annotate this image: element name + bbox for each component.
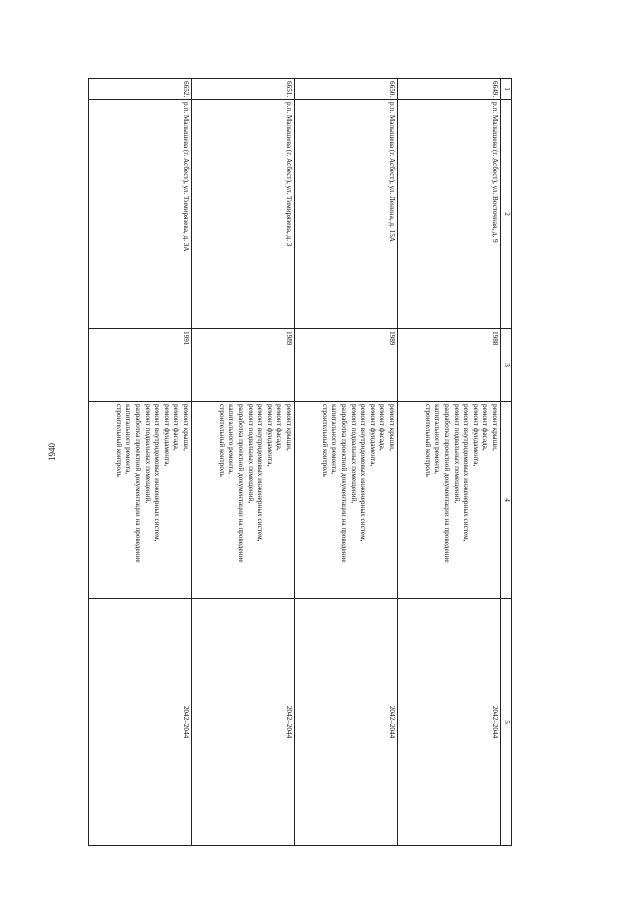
row-works: ремонт крыши, ремонт фасада, ремонт фундамента, ремонт внутридомовых инженерных систем, ремонт подвальных помещений, разработка проектной документации на проведение капитального ремонта, строительный контроль — [192, 402, 295, 599]
header-cell-number: 1 — [501, 79, 512, 100]
table-row — [89, 79, 192, 846]
row-number: 6652. — [89, 79, 192, 100]
row-works: ремонт крыши, ремонт фасада, ремонт фундамента, ремонт внутридомовых инженерных систем, ремонт подвальных помещений, разработка проектной документации на проведение капитального ремонта, строительный контроль — [89, 402, 192, 599]
table-row — [192, 79, 295, 846]
row-address: р.п. Малышева (г. Асбест), ул. Тимирязева, д. 3 — [192, 100, 295, 329]
table-row — [295, 79, 398, 846]
repair-schedule-table — [88, 78, 512, 846]
row-number: 6649. — [398, 79, 501, 100]
table-row — [398, 79, 501, 846]
rotated-table-container — [88, 78, 512, 845]
header-cell-address: 2 — [501, 100, 512, 329]
row-period: 2042–2044 — [192, 599, 295, 846]
row-address: р.п. Малышева (г. Асбест), ул. Восточная, д. 9 — [398, 100, 501, 329]
header-cell-works: 4 — [501, 402, 512, 599]
page-number: 1940 — [47, 443, 57, 461]
row-period: 2042–2044 — [398, 599, 501, 846]
header-cell-year: 3 — [501, 329, 512, 402]
row-year: 1989 — [192, 329, 295, 402]
row-period: 2042–2044 — [89, 599, 192, 846]
row-address: р.п. Малышева (г. Асбест), ул. Тимирязева, д. 3А — [89, 100, 192, 329]
row-works: ремонт крыши, ремонт фасада, ремонт фундамента, ремонт внутридомовых инженерных систем, ремонт подвальных помещений, разработка проектной документации на проведение капитального ремонта, строительный контроль — [398, 402, 501, 599]
row-year: 1991 — [89, 329, 192, 402]
row-period: 2042–2044 — [295, 599, 398, 846]
header-cell-period: 5 — [501, 599, 512, 846]
row-year: 1988 — [398, 329, 501, 402]
row-works: ремонт крыши, ремонт фасада, ремонт фундамента, ремонт внутридомовых инженерных систем, ремонт подвальных помещений, разработка проектной документации на проведение капитального ремонта, строительный контроль — [295, 402, 398, 599]
row-number: 6650. — [295, 79, 398, 100]
row-year: 1989 — [295, 329, 398, 402]
header-row — [501, 79, 512, 846]
row-number: 6651. — [192, 79, 295, 100]
row-address: р.п. Малышева (г. Асбест), ул. Ленина, д. 15А — [295, 100, 398, 329]
